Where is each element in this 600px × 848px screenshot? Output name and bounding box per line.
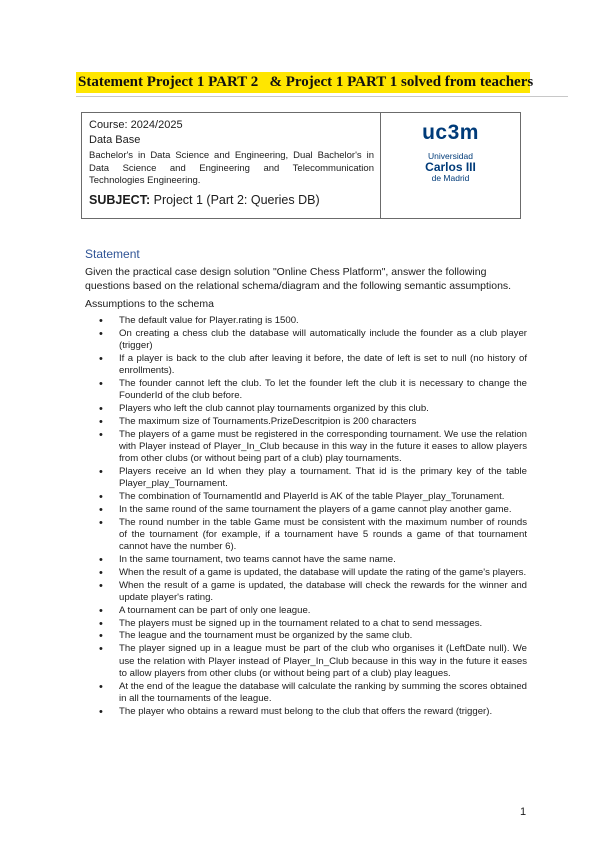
logo-line-universidad: Universidad — [428, 151, 473, 161]
logo-line-carlos: Carlos III — [425, 160, 476, 174]
list-item: • If a player is back to the club after leaving it before, the date of left is set to null (no history of enrollments). — [93, 353, 527, 378]
course-header-table — [81, 112, 521, 219]
list-item: • Players receive an Id when they play a tournament. That id is the primary key of the table Player_play_Tournament. — [93, 466, 527, 491]
course-info-cell — [82, 113, 381, 218]
list-item: • At the end of the league the database will calculate the ranking by summing the scores obtained in all the tournaments of the league. — [93, 681, 527, 706]
logo-mark: uc3m — [422, 121, 479, 144]
list-item: • The players must be signed up in the tournament related to a chat to send messages. — [93, 618, 527, 630]
list-item: • In the same tournament, two teams cannot have the same name. — [93, 554, 527, 566]
subject-label: SUBJECT: — [89, 192, 151, 207]
list-item: • In the same round of the same tournament the players of a game cannot play another game. — [93, 504, 527, 516]
statement-intro: Given the practical case design solution "Online Chess Platform", answer the following questions based on the relational schema/diagram and the following semantic assumptions. — [85, 266, 512, 292]
list-item: • A tournament can be part of only one league. — [93, 605, 527, 617]
list-item: • When the result of a game is updated, the database will update the rating of the game's players. — [93, 567, 527, 579]
title-divider — [76, 96, 568, 97]
page-number: 1 — [520, 806, 527, 818]
logo-cell — [381, 113, 520, 218]
degree-programs: Bachelor's in Data Science and Engineering, Dual Bachelor's in Data Science and Engineering and Telecommunication Technologies Engineering. — [89, 150, 374, 186]
document-title: Statement Project 1 PART 2 & Project 1 PART 1 solved from teachers — [76, 72, 530, 93]
list-item: • The player who obtains a reward must belong to the club that offers the reward (trigger). — [93, 706, 527, 718]
assumptions-title: Assumptions to the schema — [85, 298, 214, 310]
list-item: • Players who left the club cannot play tournaments organized by this club. — [93, 403, 527, 415]
subject-area: Data Base — [89, 134, 141, 146]
subject-value: Project 1 (Part 2: Queries DB) — [153, 192, 320, 207]
assumptions-list — [93, 315, 527, 719]
list-item: • The default value for Player.rating is 1500. — [93, 315, 527, 327]
list-item: • The players of a game must be registered in the corresponding tournament. We use the relation with Player instead of Player_In_Club because in this way in the future it eases to allow players from other clubs (or without being part of a club) play tournaments. — [93, 429, 527, 466]
uc3m-logo — [381, 121, 520, 183]
list-item: • The round number in the table Game must be consistent with the maximum number of rounds of the tournament (for example, if a tournament have 5 rounds a game of that tournament cannot have the number 6). — [93, 517, 527, 554]
list-item: • The player signed up in a league must be part of the club who organises it (LeftDate null). We use the relation with Player instead of Player_In_Club because in this way in the future it eases to allow players from other clubs (or without being part of a club) play leagues. — [93, 643, 527, 680]
list-item: • The founder cannot left the club. To let the founder left the club it is necessary to change the FounderId of the club before. — [93, 378, 527, 403]
statement-heading: Statement — [85, 247, 140, 261]
list-item: • The league and the tournament must be organized by the same club. — [93, 630, 527, 642]
list-item: • The maximum size of Tournaments.PrizeDescritpion is 200 characters — [93, 416, 527, 428]
list-item: • When the result of a game is updated, the database will check the rewards for the winner and update player's rating. — [93, 580, 527, 605]
course-year: Course: 2024/2025 — [89, 119, 183, 131]
list-item: • The combination of TournamentId and PlayerId is AK of the table Player_play_Torunament. — [93, 491, 527, 503]
list-item: • On creating a chess club the database will automatically include the founder as a club player (trigger) — [93, 328, 527, 353]
logo-line-madrid: de Madrid — [431, 173, 470, 183]
subject-line — [89, 192, 374, 208]
